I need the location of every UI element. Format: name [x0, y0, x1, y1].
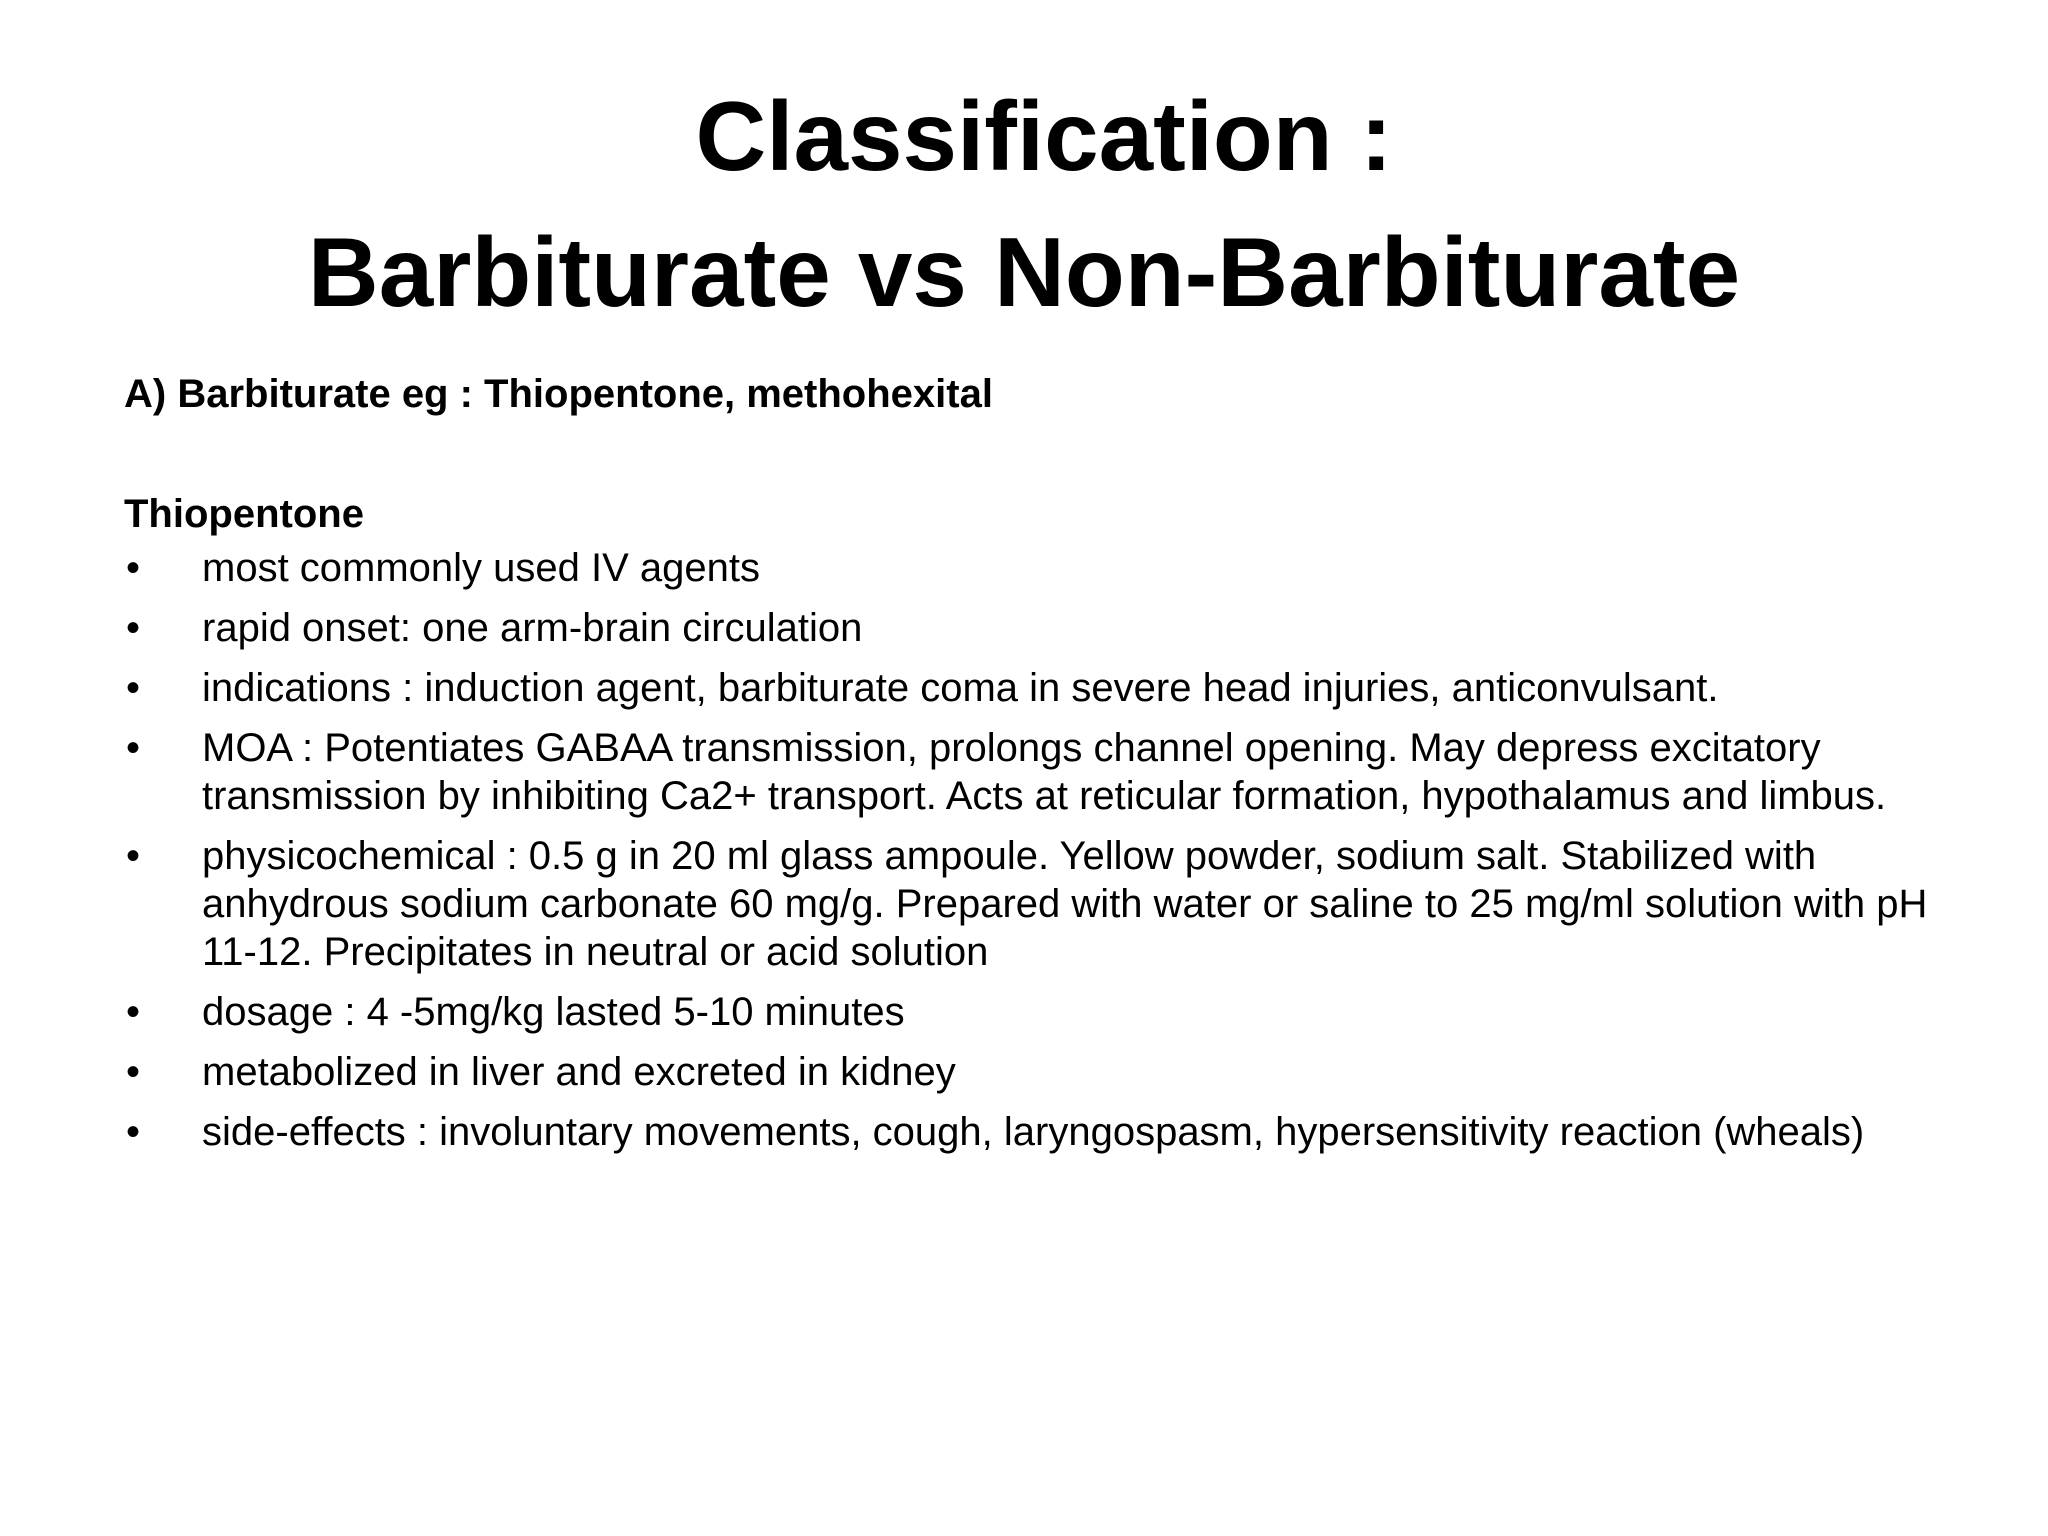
- section-heading: A) Barbiturate eg : Thiopentone, methohexital: [124, 372, 993, 416]
- spacer: [124, 424, 1984, 484]
- bullet-icon: •: [126, 834, 141, 878]
- bullet-text: most commonly used IV agents: [202, 546, 761, 590]
- bullet-list: [124, 544, 1984, 1156]
- bullet-item: [124, 724, 1984, 820]
- bullet-item: [124, 664, 1984, 712]
- bullet-text: indications : induction agent, barbiturate coma in severe head injuries, anticonvulsant.: [202, 666, 1719, 710]
- bullet-icon: •: [126, 1110, 141, 1154]
- bullet-item: [124, 1048, 1984, 1096]
- bullet-icon: •: [126, 990, 141, 1034]
- bullet-item: [124, 544, 1984, 592]
- slide-title: [0, 68, 2048, 340]
- bullet-icon: •: [126, 726, 141, 770]
- bullet-text: metabolized in liver and excreted in kidney: [202, 1050, 956, 1094]
- bullet-text: physicochemical : 0.5 g in 20 ml glass ampoule. Yellow powder, sodium salt. Stabilized with anhydrous sodium carbonate 60 mg/g. Prepared with water or saline to 25 mg/ml solution with pH 11-12. Precipitates in neutral or acid solution: [202, 834, 1928, 974]
- bullet-icon: •: [126, 666, 141, 710]
- bullet-text: rapid onset: one arm-brain circulation: [202, 606, 863, 650]
- title-line-1: Classification :: [695, 81, 1393, 191]
- bullet-text: side-effects : involuntary movements, cough, laryngospasm, hypersensitivity reaction (wheals): [202, 1110, 1865, 1154]
- bullet-icon: •: [126, 606, 141, 650]
- bullet-item: [124, 604, 1984, 652]
- title-line-2: Barbiturate vs Non-Barbiturate: [307, 217, 1741, 327]
- drug-heading: Thiopentone: [124, 492, 364, 536]
- bullet-item: [124, 988, 1984, 1036]
- bullet-item: [124, 1108, 1984, 1156]
- bullet-item: [124, 832, 1984, 976]
- slide-body: [124, 364, 1984, 1168]
- bullet-icon: •: [126, 1050, 141, 1094]
- bullet-icon: •: [126, 546, 141, 590]
- bullet-text: MOA : Potentiates GABAA transmission, prolongs channel opening. May depress excitatory transmission by inhibiting Ca2+ transport. Acts at reticular formation, hypothalamus and limbus.: [202, 726, 1887, 818]
- bullet-text: dosage : 4 -5mg/kg lasted 5-10 minutes: [202, 990, 905, 1034]
